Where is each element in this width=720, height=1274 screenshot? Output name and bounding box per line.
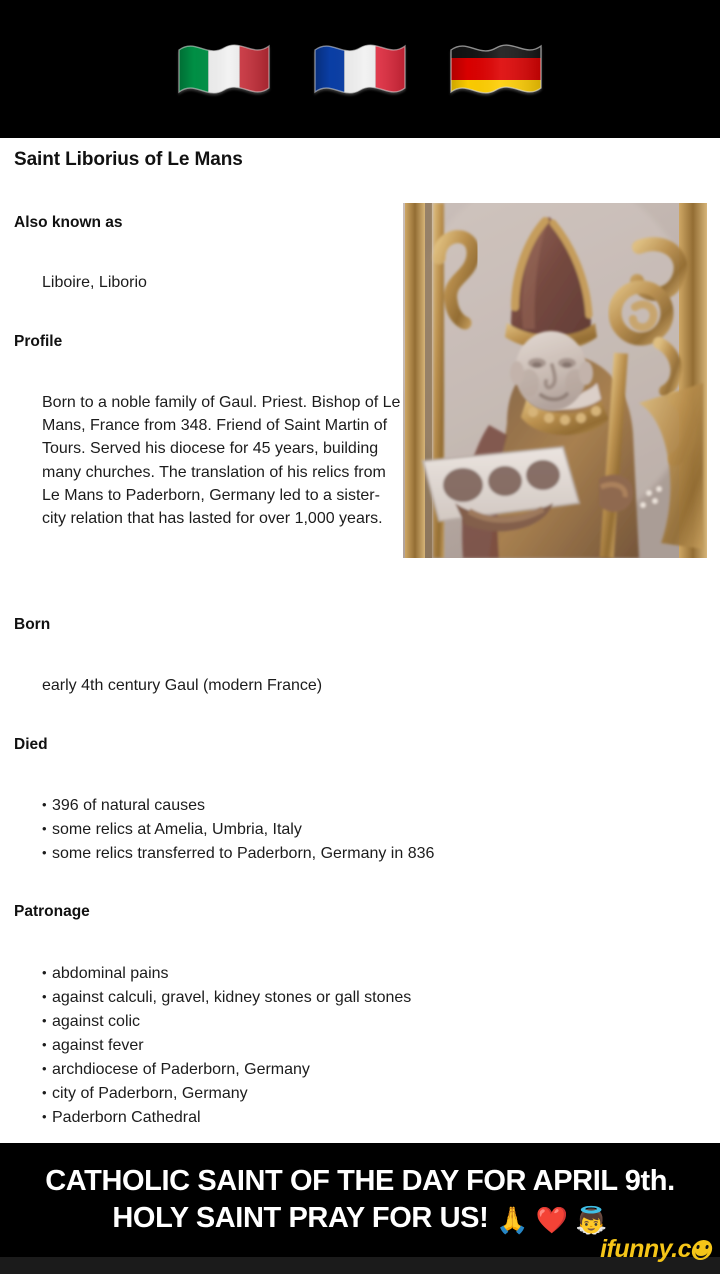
page-title: Saint Liborius of Le Mans [14, 149, 243, 170]
list-item: • archdiocese of Paderborn, Germany [42, 1057, 411, 1081]
article-body [0, 138, 720, 1143]
list-item: • abdominal pains [42, 961, 411, 985]
list-item: • against calculi, gravel, kidney stones or gall stones [42, 985, 411, 1009]
smiley-icon [690, 1240, 714, 1260]
flag-banner [0, 0, 720, 138]
section-heading-patronage: Patronage [14, 903, 90, 920]
list-item: • against colic [42, 1009, 411, 1033]
caption-line-2 [112, 1200, 607, 1238]
ifunny-watermark [600, 1236, 712, 1262]
saint-liborius-relief-image [403, 203, 707, 558]
flag-germany-icon [449, 36, 543, 102]
section-heading-profile: Profile [14, 333, 63, 350]
died-list [42, 793, 434, 865]
flag-italy-icon [177, 36, 271, 102]
list-item: • 396 of natural causes [42, 793, 434, 817]
also-known-as-value: Liboire, Liborio [42, 274, 147, 291]
patronage-list [42, 961, 411, 1129]
section-heading-born: Born [14, 616, 51, 633]
caption-line-1: CATHOLIC SAINT OF THE DAY FOR APRIL 9th. [45, 1164, 675, 1197]
born-value: early 4th century Gaul (modern France) [42, 677, 323, 694]
profile-text: Born to a noble family of Gaul. Priest. Bishop of Le Mans, France from 348. Friend of Saint Martin of Tours. Served his diocese for 45 years, building many churches. The translation of his relics from Le Mans to Paderborn, Germany led to a sister-city relation that has lasted for over 1,000 years. [42, 394, 401, 528]
list-item: • against fever [42, 1033, 411, 1057]
section-heading-died: Died [14, 736, 48, 753]
watermark-text: ifunny.c [600, 1235, 691, 1263]
list-item: • some relics at Amelia, Umbria, Italy [42, 817, 434, 841]
flag-france-icon [313, 36, 407, 102]
list-item: • city of Paderborn, Germany [42, 1081, 411, 1105]
list-item: • Paderborn Cathedral [42, 1105, 411, 1129]
caption-emojis: 🙏 ❤️ 👼 [496, 1204, 608, 1235]
list-item: • some relics transferred to Paderborn, Germany in 836 [42, 841, 434, 865]
section-heading-also-known-as: Also known as [14, 214, 123, 231]
caption-line-2-text: HOLY SAINT PRAY FOR US! [112, 1201, 489, 1234]
